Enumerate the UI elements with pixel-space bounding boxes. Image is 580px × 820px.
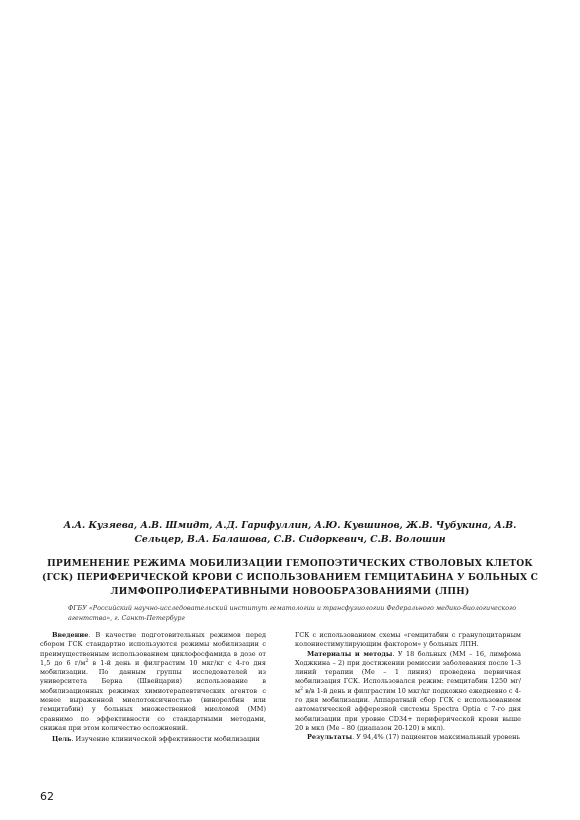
methods-text-part2: в/в 1-й день и филграстим 10 мкг/кг подкожно ежедневно с 4-го дня мобилизации. Аппаратный сбор ГСК с использованием автоматической афферезной системы Spectra Optia с 7-го дня мобилизации при уровне CD34+ периферической крови выше 20 в мкл (Ме – 80 (диапазон 20-120) в мкл). — [295, 686, 521, 732]
intro-label: Введение — [52, 631, 89, 639]
continued-paragraph: ГСК с использованием схемы «гемцитабин с гранулоцитарным колониестимулирующим фактором» у больных ЛПН. — [295, 631, 521, 649]
methods-paragraph — [295, 650, 521, 734]
methods-superscript: 2 — [300, 686, 303, 692]
article-title: ПРИМЕНЕНИЕ РЕЖИМА МОБИЛИЗАЦИИ ГЕМОПОЭТИЧЕСКИХ СТВОЛОВЫХ КЛЕТОК (ГСК) ПЕРИФЕРИЧЕСКОЙ КРОВИ С ИСПОЛЬЗОВАНИЕМ ГЕМЦИТАБИНА У БОЛЬНЫХ С ЛИМФОПРОЛИФЕРАТИВНЫМИ НОВООБРАЗОВАНИЯМИ (ЛПН) — [41, 558, 539, 597]
results-label: Результаты — [307, 733, 353, 742]
results-paragraph — [295, 733, 521, 742]
intro-paragraph — [40, 631, 266, 733]
aim-paragraph — [40, 735, 266, 744]
aim-label: Цель — [52, 735, 72, 744]
right-column — [295, 631, 521, 743]
results-text: . У 94,4% (17) пациентов максимальный уровень — [352, 733, 521, 742]
affiliation: ФГБУ «Российский научно-исследовательский институт гематологии и трансфузиологии Федерального медико-биологического агентства», г. Санкт-Петербург — [68, 604, 517, 622]
left-column — [40, 631, 266, 745]
author-list: А.А. Кузяева, А.В. Шмидт, А.Д. Гарифуллин, А.Ю. Кувшинов, Ж.В. Чубукина, А.В. Сельцер, В.А. Балашова, С.В. Сидоркевич, С.В. Волошин — [63, 520, 517, 545]
intro-superscript: 2 — [85, 658, 89, 664]
methods-label: Материалы и методы — [307, 649, 393, 658]
aim-text: . Изучение клинической эффективности мобилизации — [71, 735, 260, 744]
methods-text-part1: . У 18 больных (ММ – 16, лимфома Ходжкина – 2) при достижении ремиссии заболевания после 1-3 линий терапии (Ме – 1 линия) проведена первичная мобилизация ГСК. Использовался режим: гемцитабин 1250 мг/м — [295, 649, 521, 695]
page-number: 62 — [40, 790, 54, 803]
intro-text-part1: . В качестве подготовительных режимов перед сбором ГСК стандартно используются режимы мобилизации с преимущественным использованием циклофосфамида в дозе от 1,5 до 6 г/м — [40, 631, 266, 667]
intro-text-part2: в 1-й день и филграстим 10 мкг/кг с 4-го дня мобилизации. По данным группы исследователей из университета Берна (Швейцария) использование в мобилизационных режимах химиотерапевтических агентов с менее выраженной миелотоксичностью (винорелбин или гемцитабин) у больных множественной миеломой (ММ) сравнимо по эффективности со стандартными методами, снижая при этом количество осложнений. — [40, 658, 266, 732]
